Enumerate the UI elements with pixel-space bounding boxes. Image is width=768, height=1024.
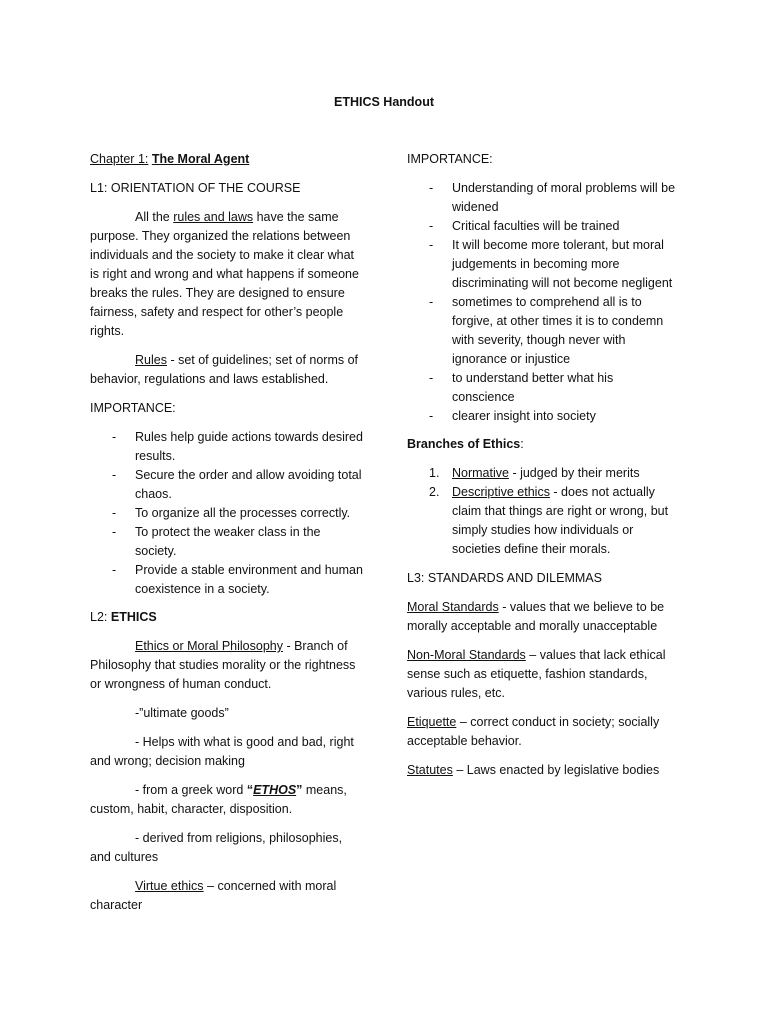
- list-item: - It will become more tolerant, but moral judgements in becoming more discriminating will not become negligent: [407, 236, 679, 293]
- list-item: - Critical faculties will be trained: [407, 217, 679, 236]
- list-item: - Provide a stable environment and human coexistence in a society.: [90, 561, 364, 599]
- chapter-heading: [90, 150, 364, 169]
- list-item: - Understanding of moral problems will be widened: [407, 179, 679, 217]
- etiquette-term: Etiquette: [407, 715, 457, 729]
- virtue-term: Virtue ethics: [135, 879, 204, 893]
- normative-term: Normative: [452, 466, 509, 480]
- statutes: Statutes – Laws enacted by legislative bodies: [407, 763, 660, 777]
- branches-list: [407, 464, 679, 559]
- rules-paragraph: All the rules and laws have the same purpose. They organized the relations between individuals and the society to make it clear what is right and wrong and what happens if someone breaks the rules. They are designed to ensure fairness, safety and respect for other’s people rights.: [90, 210, 359, 338]
- list-item: - Rules help guide actions towards desired results.: [90, 428, 364, 466]
- list-item: 2. Descriptive ethics - does not actually claim that things are right or wrong, but simply studies how individuals or societies define their morals.: [429, 485, 669, 556]
- list-item: 1. Normative - judged by their merits: [429, 466, 640, 480]
- non-moral-standards: Non-Moral Standards – values that lack ethical sense such as etiquette, fashion standards, various rules, etc.: [407, 648, 666, 700]
- importance-list-left: [90, 428, 364, 599]
- chapter-prefix: Chapter 1:: [90, 152, 149, 166]
- derived-line: - derived from religions, philosophies, and cultures: [90, 831, 343, 864]
- l3-heading: L3: STANDARDS AND DILEMMAS: [407, 571, 602, 585]
- l2-heading: L2: ETHICS: [90, 610, 157, 624]
- left-column: [90, 150, 364, 925]
- greek-word-line: - from a greek word “ETHOS” means, custom, habit, character, disposition.: [90, 783, 347, 816]
- list-item: - clearer insight into society: [407, 407, 679, 426]
- branches-heading: Branches of Ethics:: [407, 437, 524, 451]
- list-item: - To organize all the processes correctly.: [90, 504, 364, 523]
- ethics-term: Ethics or Moral Philosophy: [135, 639, 283, 653]
- l1-heading: L1: ORIENTATION OF THE COURSE: [90, 181, 301, 195]
- importance-heading-right: IMPORTANCE:: [407, 152, 493, 166]
- ultimate-goods: -”ultimate goods”: [135, 706, 229, 720]
- importance-heading-left: IMPORTANCE:: [90, 401, 176, 415]
- ethos-term: ETHOS: [253, 783, 297, 797]
- rules-term: Rules: [135, 353, 167, 367]
- non-moral-term: Non-Moral Standards: [407, 648, 526, 662]
- helps-line: - Helps with what is good and bad, right and wrong; decision making: [90, 735, 354, 768]
- virtue-ethics: Virtue ethics – concerned with moral character: [90, 879, 337, 912]
- moral-standards-term: Moral Standards: [407, 600, 499, 614]
- statutes-term: Statutes: [407, 763, 453, 777]
- page-title: ETHICS Handout: [334, 95, 434, 109]
- list-item: - sometimes to comprehend all is to forgive, at other times it is to condemn with severity, though never with ignorance or injustice: [407, 293, 679, 369]
- list-item: - Secure the order and allow avoiding total chaos.: [90, 466, 364, 504]
- right-column: [407, 150, 679, 790]
- descriptive-term: Descriptive ethics: [452, 485, 550, 499]
- ethics-definition: Ethics or Moral Philosophy - Branch of Philosophy that studies morality or the rightness or wrongness of human conduct.: [90, 639, 356, 691]
- rules-and-laws-term: rules and laws: [173, 210, 254, 224]
- moral-standards: Moral Standards - values that we believe to be morally acceptable and morally unacceptable: [407, 600, 665, 633]
- rules-definition: Rules - set of guidelines; set of norms of behavior, regulations and laws established.: [90, 353, 359, 386]
- list-item: - To protect the weaker class in the society.: [90, 523, 364, 561]
- etiquette: Etiquette – correct conduct in society; socially acceptable behavior.: [407, 715, 660, 748]
- chapter-title: The Moral Agent: [151, 152, 250, 166]
- importance-list-right: [407, 179, 679, 426]
- list-item: - to understand better what his conscience: [407, 369, 679, 407]
